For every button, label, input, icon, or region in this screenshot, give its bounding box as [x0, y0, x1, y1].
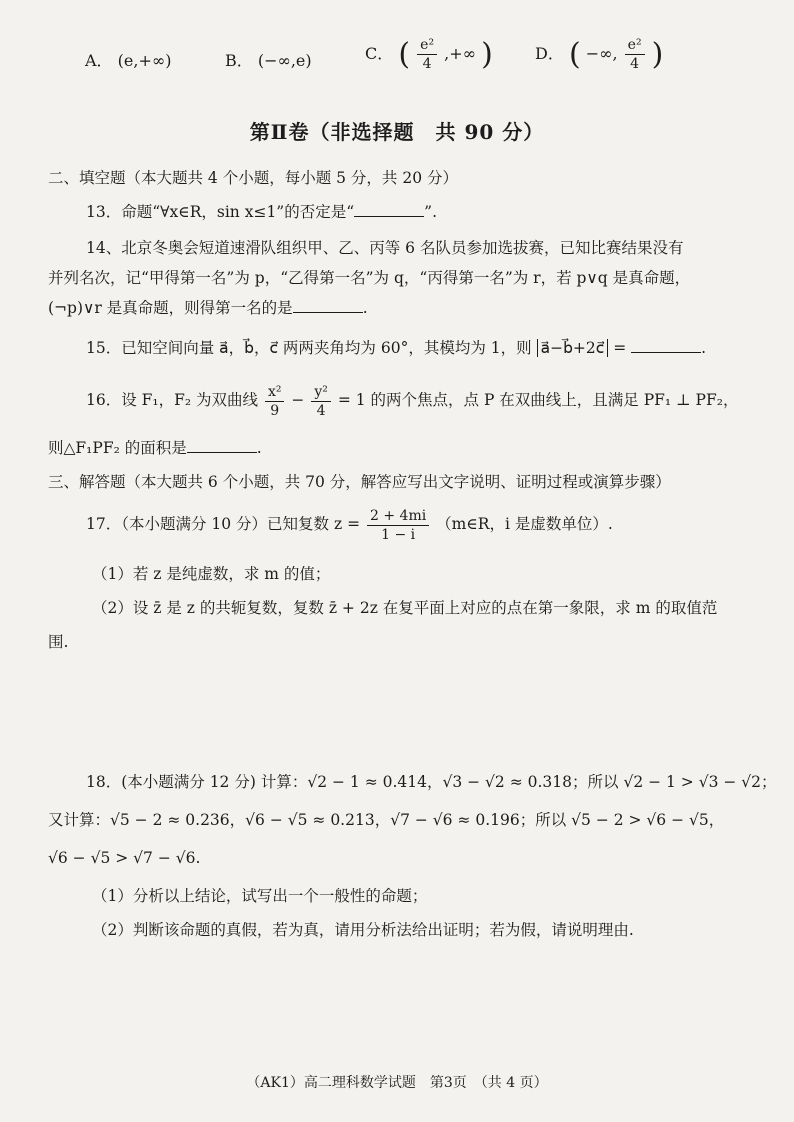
answer-blank [293, 296, 363, 313]
vector-magnitude: a⃗−b⃗+2c⃗ [537, 339, 609, 357]
hyperbola-x-term: $\frac{\text{x²}}{9}$ [265, 383, 285, 420]
option-d-fraction: $\frac{\text{e²}}{4}$ [625, 36, 645, 73]
solve-header: 三、解答题（本大题共 6 个小题，共 70 分，解答应写出文字说明、证明过程或演算步骤） [48, 473, 671, 491]
answer-blank [187, 436, 257, 453]
answer-blank [631, 336, 701, 353]
answer-options [85, 36, 705, 96]
complex-fraction: $\frac{2 + 4mi}{1 - i}$ [367, 507, 429, 544]
question-16: 16．设 F₁，F₂ 为双曲线 $\frac{\text{x²}}{9}$ − $\frac{\text{y²}}{4}$ = 1 的两个焦点，点 P 在双曲线上，且满足 PF₁ ⊥ PF₂， [86, 383, 739, 419]
fill-in-header: 二、填空题（本大题共 4 个小题，每小题 5 分，共 20 分） [48, 169, 459, 187]
question-17-part-2: （2）设 z̄ 是 z 的共轭复数，复数 z̄ + 2z 在复平面上对应的点在第一象限，求 m 的取值范 [92, 599, 718, 617]
question-15: 15．已知空间向量 a⃗，b⃗，c⃗ 两两夹角均为 60°，其模均为 1，则 a⃗−b⃗+2c⃗ = . [86, 336, 706, 360]
option-a: A． (e,+∞) [85, 51, 172, 70]
option-c: C． ( $\frac{\text{e²}}{4}$ ,+∞ ) [365, 37, 493, 72]
hyperbola-y-term: $\frac{\text{y²}}{4}$ [311, 383, 331, 420]
question-18-part-2: （2）判断该命题的真假，若为真，请用分析法给出证明；若为假，请说明理由. [92, 921, 634, 939]
question-14-line-1: 14、北京冬奥会短道速滑队组织甲、乙、丙等 6 名队员参加选拔赛，已知比赛结果没有 [86, 239, 684, 257]
question-17-part-2-cont: 围. [48, 633, 69, 651]
option-d: D． ( −∞, $\frac{\text{e²}}{4}$ ) [535, 37, 664, 72]
question-14-line-3: (¬p)∨r 是真命题，则得第一名的是 . [48, 296, 368, 320]
option-b: B． (−∞,e) [225, 51, 312, 70]
question-17-part-1: （1）若 z 是纯虚数，求 m 的值； [92, 565, 331, 583]
question-18-line-1: 18．(本小题满分 12 分) 计算：√2 − 1 ≈ 0.414，√3 − √2 ≈ 0.318；所以 √2 − 1 > √3 − √2； [86, 773, 777, 791]
answer-blank [354, 200, 424, 217]
question-14-line-2: 并列名次，记“甲得第一名”为 p，“乙得第一名”为 q，“丙得第一名”为 r，若 p∨q 是真命题， [48, 269, 691, 287]
page-footer: （AK1）高二理科数学试题 第3页 （共 4 页） [246, 1075, 548, 1091]
question-18-line-3: √6 − √5 > √7 − √6. [48, 849, 201, 867]
question-17: 17．（本小题满分 10 分）已知复数 z = $\frac{2 + 4mi}{1 - i}$ （m∈R，i 是虚数单位）. [86, 507, 613, 543]
question-16-line-2: 则△F₁PF₂ 的面积是 . [48, 436, 262, 460]
section-title: 第Ⅱ卷（非选择题 共 90 分） [249, 120, 545, 144]
question-18-part-1: （1）分析以上结论，试写出一个一般性的命题； [92, 887, 428, 905]
option-c-fraction: $\frac{\text{e²}}{4}$ [417, 36, 437, 73]
question-13: 13．命题“∀x∈R，sin x≤1”的否定是“ ”. [86, 200, 437, 224]
question-18-line-2: 又计算：√5 − 2 ≈ 0.236，√6 − √5 ≈ 0.213，√7 − √6 ≈ 0.196；所以 √5 − 2 > √6 − √5， [48, 811, 725, 829]
